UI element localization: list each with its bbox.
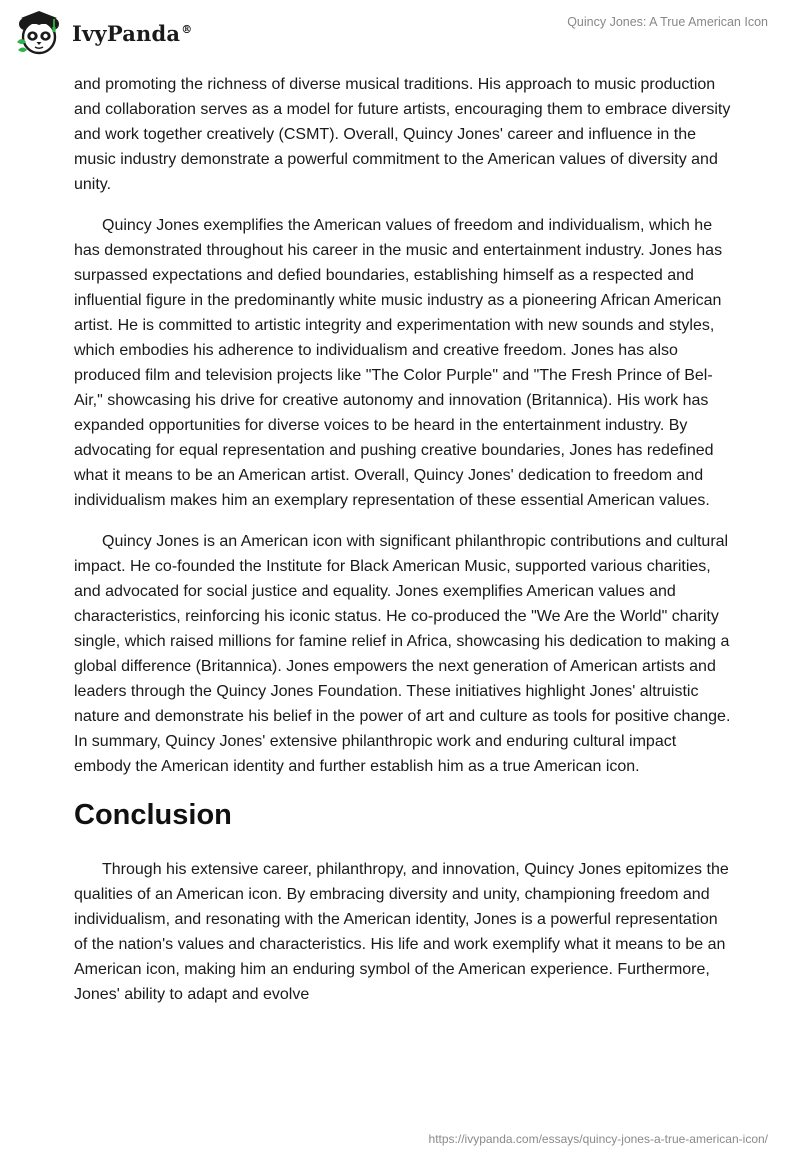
paragraph-1: and promoting the richness of diverse musical traditions. His approach to music production and collaboration serves as a model for future artists, encouraging them to embrace diversity and work together creatively (CSMT). Overall, Quincy Jones' career and influence in the music industry demonstrate a powerful commitment to the American values of diversity and unity. [74, 76, 731, 193]
paragraph-4: Through his extensive career, philanthropy, and innovation, Quincy Jones epitomizes the qualities of an American icon. By embracing diversity and unity, championing freedom and individualism, and resonating with the American identity, Jones is a powerful representation of the nation's values and characteristics. His life and work exemplify what it means to be an American icon, making him an enduring symbol of the American experience. Furthermore, Jones' ability to adapt and evolve [74, 861, 729, 1003]
conclusion-heading: Conclusion [74, 799, 232, 831]
brand-name [72, 21, 192, 46]
brand-logo[interactable] [14, 8, 192, 58]
source-url-link[interactable]: https://ivypanda.com/essays/quincy-jones-a-true-american-icon/ [428, 1132, 768, 1146]
paragraph-2: Quincy Jones exemplifies the American values of freedom and individualism, which he has demonstrated throughout his career in the music and entertainment industry. Jones has surpassed expectations and defied boundaries, establishing himself as a respected and influential figure in the predominantly white music industry as a pioneering African American artist. He is committed to artistic integrity and experimentation with new sounds and styles, which embodies his adherence to individualism and creative freedom. Jones has also produced film and television projects like "The Color Purple" and "The Fresh Prince of Bel-Air," showcasing his drive for creative autonomy and innovation (Britannica). His work has expanded opportunities for diverse voices to be heard in the entertainment industry. By advocating for equal representation and pushing creative boundaries, Jones has redefined what it means to be an American artist. Overall, Quincy Jones' dedication to freedom and individualism makes him an exemplary representation of these essential American values. [74, 217, 723, 509]
essay-body [74, 72, 734, 1023]
paragraph-3: Quincy Jones is an American icon with significant philanthropic contributions and cultural impact. He co-founded the Institute for Black American Music, supported various charities, and advocated for social justice and equality. Jones exemplifies American values and characteristics, reinforcing his iconic status. He co-produced the "We Are the World" charity single, which raised millions for famine relief in Africa, showcasing his dedication to making a global difference (Britannica). Jones empowers the next generation of American artists and leaders through the Quincy Jones Foundation. These initiatives highlight Jones' altruistic nature and demonstrate his belief in the power of art and culture as tools for positive change. In summary, Quincy Jones' extensive philanthropic work and enduring cultural impact embody the American identity and further establish him as a true American icon. [74, 533, 731, 775]
page-header [0, 0, 800, 72]
registered-mark: ® [181, 22, 193, 36]
document-title: Quincy Jones: A True American Icon [567, 15, 768, 29]
panda-graduate-icon [14, 8, 64, 58]
brand-name-text: IvyPanda [72, 20, 181, 46]
